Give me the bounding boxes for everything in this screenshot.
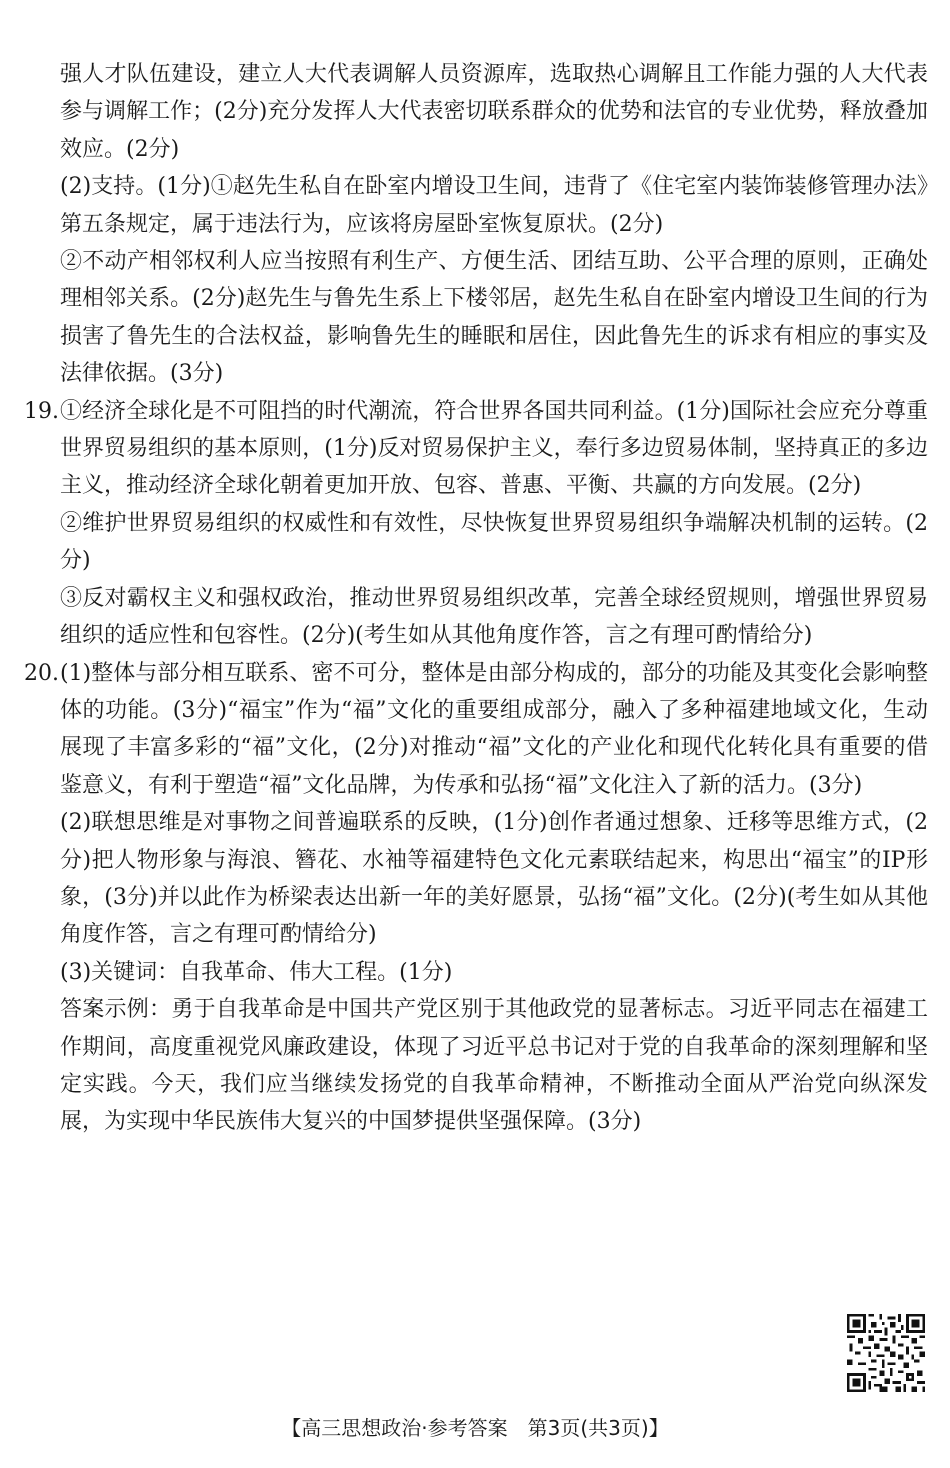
question-18-continuation [24, 56, 928, 393]
answer-paragraph: ③反对霸权主义和强权政治，推动世界贸易组织改革，完善全球经贸规则，增强世界贸易组织的适应性和包容性。(2分)(考生如从其他角度作答，言之有理可酌情给分) [60, 585, 928, 649]
qr-code-icon[interactable] [847, 1314, 925, 1392]
question-19 [24, 393, 928, 655]
answer-paragraph: (3)关键词：自我革命、伟大工程。(1分) [60, 959, 453, 985]
answer-content [24, 56, 928, 1141]
answer-paragraph: 强人才队伍建设，建立人大代表调解人员资源库，选取热心调解且工作能力强的人大代表参与调解工作；(2分)充分发挥人大代表密切联系群众的优势和法官的专业优势，释放叠加效应。(2分) [60, 62, 928, 162]
page-footer: 【高三思想政治·参考答案 第3页(共3页)】 [281, 1416, 669, 1440]
question-number: 20. [24, 660, 59, 686]
question-20 [24, 655, 928, 1141]
answer-paragraph: ①经济全球化是不可阻挡的时代潮流，符合世界各国共同利益。(1分)国际社会应充分尊重世界贸易组织的基本原则，(1分)反对贸易保护主义，奉行多边贸易体制，坚持真正的多边主义，推动经济全球化朝着更加开放、包容、普惠、平衡、共赢的方向发展。(2分) [60, 398, 928, 499]
answer-paragraph: (2)联想思维是对事物之间普遍联系的反映，(1分)创作者通过想象、迁移等思维方式，(2分)把人物形象与海浪、簪花、水袖等福建特色文化元素联结起来，构思出“福宝”的IP形象，(3分)并以此作为桥梁表达出新一年的美好愿景，弘扬“福”文化。(2分)(考生如从其他角度作答，言之有理可酌情给分) [60, 810, 928, 948]
question-number: 19. [24, 398, 59, 424]
answer-paragraph: 答案示例：勇于自我革命是中国共产党区别于其他政党的显著标志。习近平同志在福建工作期间，高度重视党风廉政建设，体现了习近平总书记对于党的自我革命的深刻理解和坚定实践。今天，我们应当继续发扬党的自我革命精神，不断推动全面从严治党向纵深发展，为实现中华民族伟大复兴的中国梦提供坚强保障。(3分) [60, 997, 928, 1135]
answer-paragraph: ②维护世界贸易组织的权威性和有效性，尽快恢复世界贸易组织争端解决机制的运转。(2分) [60, 510, 928, 574]
answer-paragraph: (1)整体与部分相互联系、密不可分，整体是由部分构成的，部分的功能及其变化会影响整体的功能。(3分)“福宝”作为“福”文化的重要组成部分，融入了多种福建地域文化，生动展现了丰富多彩的“福”文化，(2分)对推动“福”文化的产业化和现代化转化具有重要的借鉴意义，有利于塑造“福”文化品牌，为传承和弘扬“福”文化注入了新的活力。(3分) [60, 660, 928, 798]
answer-paragraph: (2)支持。(1分)①赵先生私自在卧室内增设卫生间，违背了《住宅室内装饰装修管理办法》第五条规定，属于违法行为，应该将房屋卧室恢复原状。(2分) [60, 174, 928, 237]
answer-paragraph: ②不动产相邻权利人应当按照有利生产、方便生活、团结互助、公平合理的原则，正确处理相邻关系。(2分)赵先生与鲁先生系上下楼邻居，赵先生私自在卧室内增设卫生间的行为损害了鲁先生的合法权益，影响鲁先生的睡眠和居住，因此鲁先生的诉求有相应的事实及法律依据。(3分) [60, 249, 928, 387]
